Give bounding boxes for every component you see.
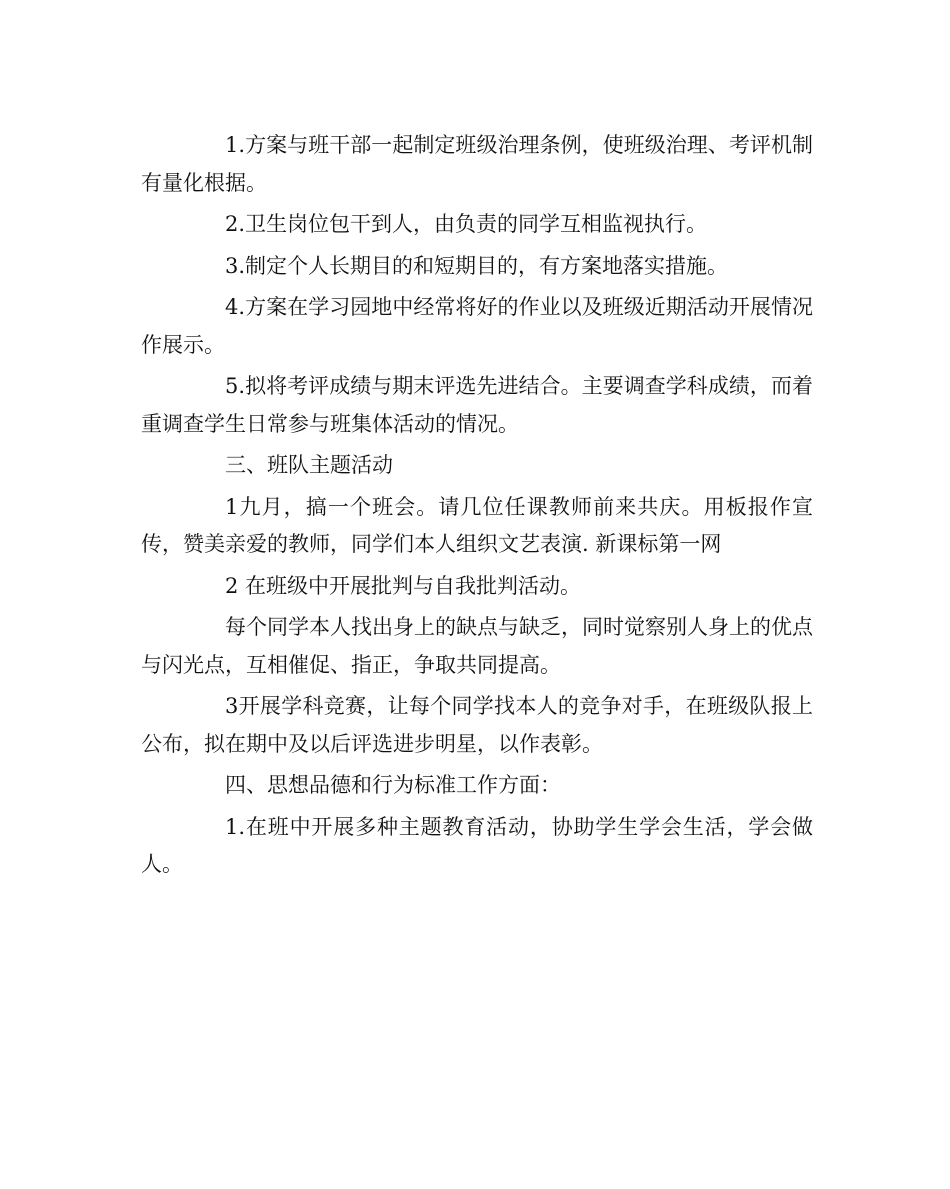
paragraph-activity-2: 2 在班级中开展批判与自我批判活动。: [225, 573, 582, 598]
paragraph-activity-2-detail: 每个同学本人找出身上的缺点与缺乏，同时觉察别人身上的优点与闪光点，互相催促、指正，争取共同提高。: [141, 615, 813, 677]
paragraph-moral-1: 1.在班中开展多种主题教育活动，协助学生学会生活，学会做人。: [141, 814, 813, 876]
paragraph-plan-1: 1.方案与班干部一起制定班级治理条例，使班级治理、考评机制有量化根据。: [141, 133, 813, 195]
paragraph-activity-1: 1九月，搞一个班会。请几位任课教师前来共庆。用板报作宣传，赞美亲爱的教师，同学们本人组织文艺表演. 新课标第一网: [141, 494, 813, 556]
document-body: [141, 127, 813, 888]
paragraph-plan-2: 2.卫生岗位包干到人，由负责的同学互相监视执行。: [225, 212, 708, 236]
paragraph-activity-3: 3开展学科竞赛，让每个同学找本人的竞争对手，在班级队报上公布，拟在期中及以后评选进步明星，以作表彰。: [141, 694, 813, 756]
section-heading-class-activities: 三、班队主题活动: [225, 453, 393, 477]
paragraph-plan-5: 5.拟将考评成绩与期末评选先进结合。主要调查学科成绩，而着重调查学生日常参与班集体活动的情况。: [141, 374, 813, 436]
paragraph-plan-3: 3.制定个人长期目的和短期目的，有方案地落实措施。: [225, 253, 729, 278]
section-heading-moral-education: 四、思想品德和行为标准工作方面：: [225, 773, 561, 797]
paragraph-plan-4: 4.方案在学习园地中经常将好的作业以及班级近期活动开展情况作展示。: [141, 295, 813, 357]
